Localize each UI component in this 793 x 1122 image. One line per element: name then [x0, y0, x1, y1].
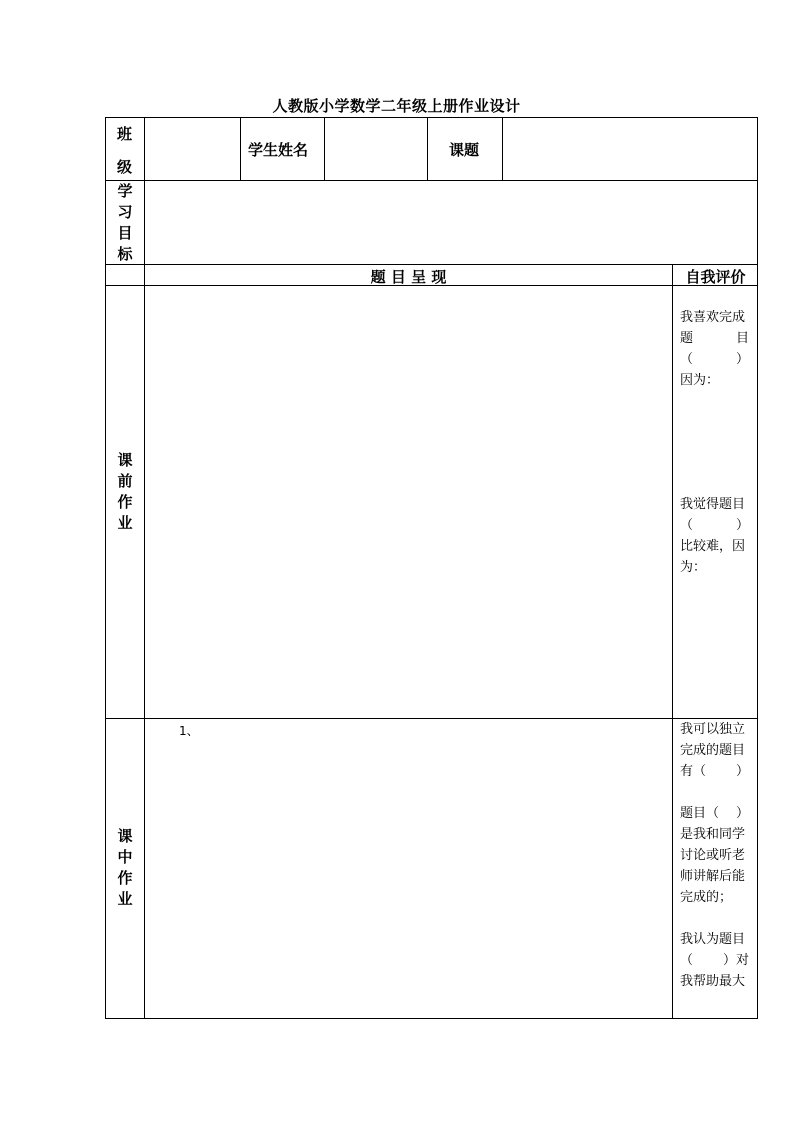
col-divider [240, 117, 241, 180]
paren-blank[interactable]: （ ） [680, 518, 749, 533]
class-field[interactable] [145, 118, 240, 180]
page-title: 人教版小学数学二年级上册作业设计 [272, 97, 521, 115]
pre-class-label: 课 前 作 业 [117, 451, 133, 532]
paren-blank[interactable]: （ ）对 [680, 953, 749, 968]
in-class-label: 课 中 作 业 [117, 827, 133, 908]
pre-class-difficulty: 我觉得题目 （ ） 比较难，因 为： [680, 497, 749, 575]
objectives-field[interactable] [145, 181, 757, 264]
in-class-content[interactable] [145, 719, 672, 1018]
class-label: 班 级 [117, 125, 133, 176]
item-number: 1、 [179, 724, 199, 738]
student-name-label: 学生姓名 [248, 141, 309, 159]
topic-field[interactable] [503, 118, 757, 180]
self-eval-header: 自我评价 [685, 268, 746, 286]
objectives-label: 学 习 目 标 [117, 182, 133, 263]
topic-label: 课题 [449, 141, 480, 159]
pre-class-self-eval: 我喜欢完成 题 目 （ ） 因为： [680, 310, 749, 388]
paren-blank[interactable]: （ ） [680, 352, 749, 367]
presentation-header: 题 目 呈 现 [370, 268, 447, 286]
paren-blank[interactable]: 题目（ ） [680, 806, 749, 821]
row-divider [105, 264, 758, 265]
in-class-self-eval: 我可以独立 完成的题目 有（ ） 题目（ ） 是我和同学 讨论或听老 师讲解后能 完成的； 我认为题目 （ ）对 我帮助最大 [680, 722, 749, 989]
pre-class-content[interactable] [145, 286, 672, 718]
col-divider [672, 264, 673, 1019]
col-divider [427, 117, 428, 180]
student-name-field[interactable] [325, 118, 427, 180]
paren-blank[interactable]: 有（ ） [680, 764, 749, 779]
